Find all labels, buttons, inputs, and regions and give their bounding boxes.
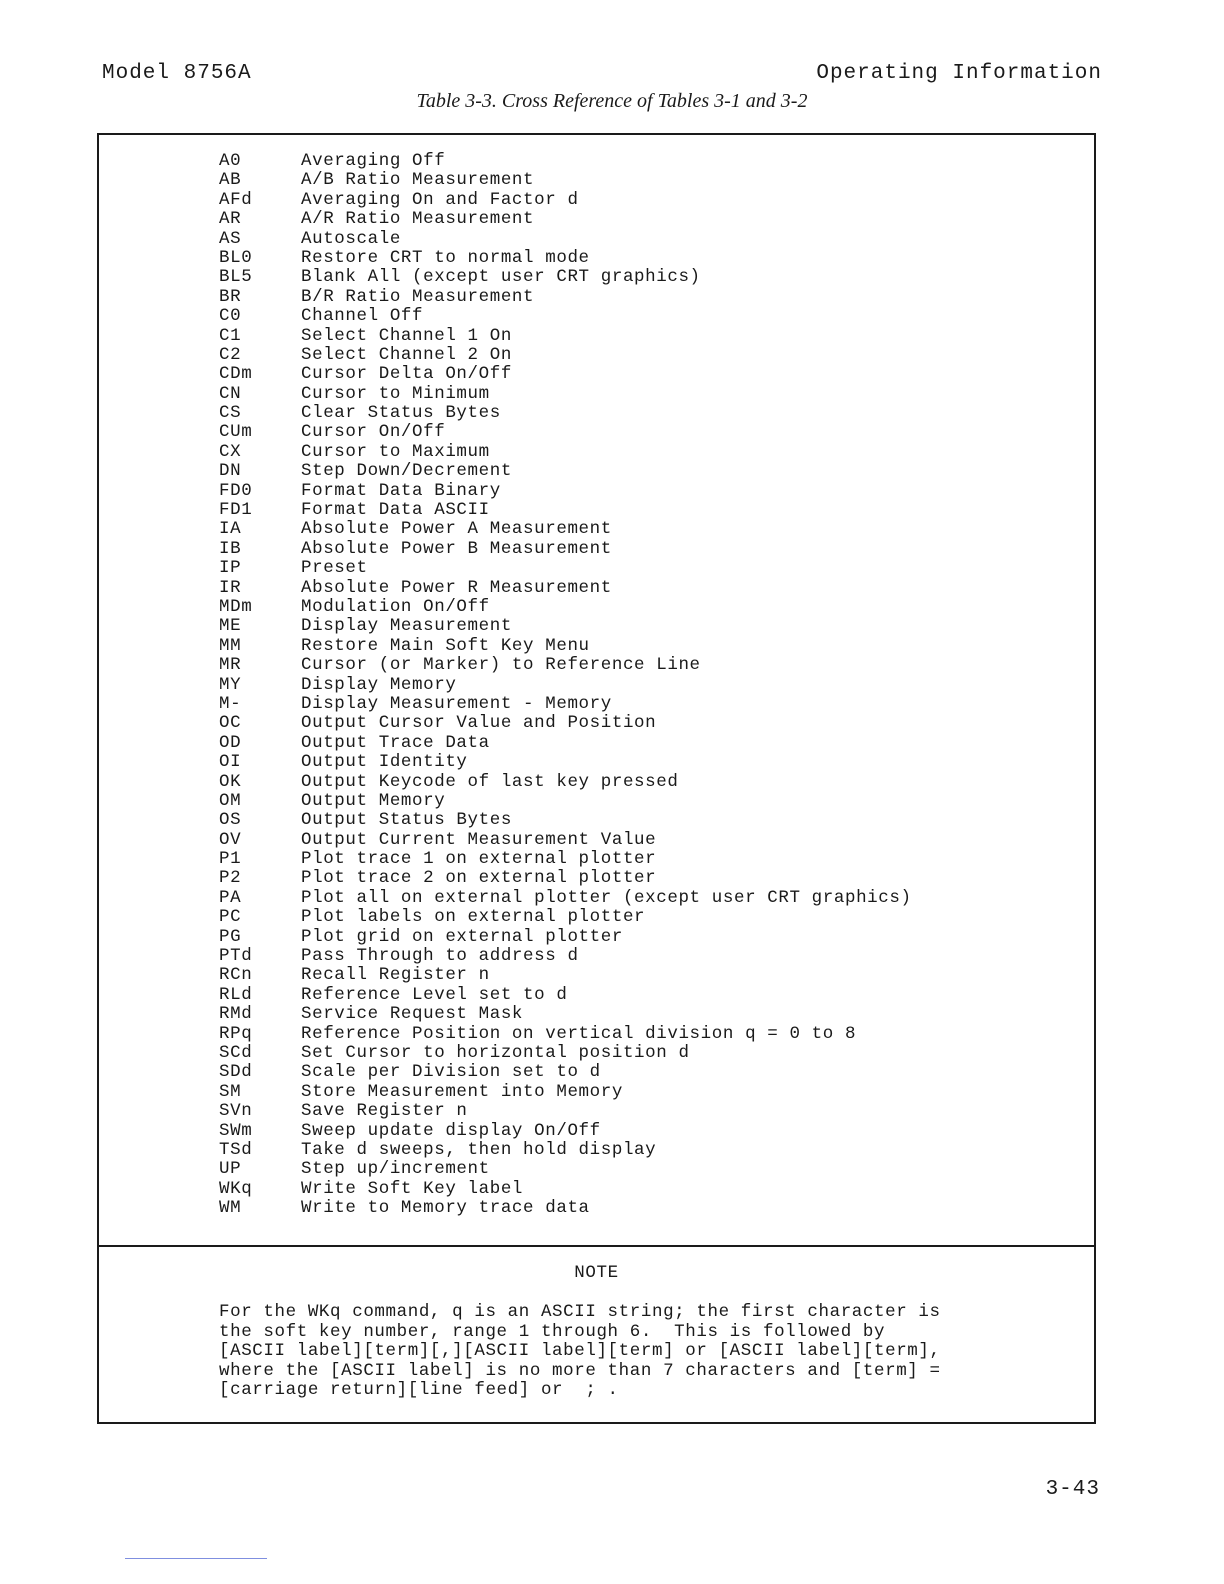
note-body (219, 1303, 941, 1401)
command-list (219, 152, 912, 1218)
table-caption: Table 3-3. Cross Reference of Tables 3-1 and 3-2 (416, 90, 808, 112)
command-code: C1 (219, 325, 242, 346)
command-description: Averaging Off (301, 151, 446, 171)
command-code: OI (219, 752, 242, 773)
table-row (219, 404, 912, 423)
command-description: Format Data Binary (301, 480, 501, 501)
command-code: PG (219, 926, 242, 947)
table-row (219, 210, 912, 229)
command-code: FD0 (219, 480, 253, 501)
command-description: Write to Memory trace data (301, 1198, 590, 1219)
command-code: AFd (219, 189, 253, 210)
command-code: IP (219, 558, 242, 579)
command-code: MR (219, 655, 242, 676)
table-row (219, 482, 912, 501)
table-row (219, 966, 912, 985)
table-row (219, 1005, 912, 1024)
table-row (219, 268, 912, 287)
command-description: Channel Off (301, 306, 424, 327)
command-description: Preset (301, 558, 368, 579)
command-description: Output Identity (301, 752, 468, 773)
table-row (219, 1025, 912, 1044)
table-row (219, 230, 912, 249)
command-code: BL0 (219, 247, 253, 268)
table-row (219, 249, 912, 268)
header-section: Operating Information (816, 62, 1102, 85)
command-code: RMd (219, 1004, 253, 1025)
note-title: NOTE (574, 1263, 619, 1283)
command-code: RLd (219, 984, 253, 1005)
command-code: MM (219, 635, 242, 656)
command-code: CUm (219, 422, 253, 443)
table-row (219, 714, 912, 733)
table-row (219, 734, 912, 753)
command-description: Plot trace 2 on external plotter (301, 868, 657, 889)
command-code: AS (219, 228, 242, 249)
command-code: DN (219, 461, 242, 482)
command-code: PC (219, 907, 242, 928)
command-code: OK (219, 771, 242, 792)
command-code: SVn (219, 1101, 253, 1122)
command-description: Cursor to Minimum (301, 383, 490, 404)
command-code: CS (219, 403, 242, 424)
table-row (219, 365, 912, 384)
table-row (219, 773, 912, 792)
command-code: FD1 (219, 500, 253, 521)
command-code: P1 (219, 849, 242, 870)
command-code: BR (219, 286, 242, 307)
table-row (219, 908, 912, 927)
command-description: Clear Status Bytes (301, 403, 501, 424)
command-code: C2 (219, 344, 242, 365)
command-code: OS (219, 810, 242, 831)
command-description: Output Trace Data (301, 732, 490, 753)
command-description: Absolute Power R Measurement (301, 577, 612, 598)
command-code: AB (219, 170, 242, 191)
table-row (219, 462, 912, 481)
table-row (219, 346, 912, 365)
table-row (219, 152, 912, 171)
table-row (219, 1122, 912, 1141)
command-description: Set Cursor to horizontal position d (301, 1042, 690, 1063)
command-description: Cursor On/Off (301, 422, 446, 443)
command-code: A0 (219, 151, 242, 171)
command-description: Scale per Division set to d (301, 1062, 601, 1083)
command-description: Plot all on external plotter (except user CRT graphics) (301, 887, 912, 908)
table-row (219, 385, 912, 404)
command-description: Select Channel 2 On (301, 344, 512, 365)
command-description: Cursor to Maximum (301, 441, 490, 462)
command-description: Pass Through to address d (301, 946, 579, 967)
table-row (219, 1063, 912, 1082)
command-code: AR (219, 209, 242, 230)
command-code: SWm (219, 1120, 253, 1141)
page-number: 3-43 (1045, 1478, 1100, 1501)
command-description: Blank All (except user CRT graphics) (301, 267, 701, 288)
command-description: Output Cursor Value and Position (301, 713, 657, 734)
command-description: Format Data ASCII (301, 500, 490, 521)
command-code: IB (219, 538, 242, 559)
command-code: RPq (219, 1023, 253, 1044)
command-description: Store Measurement into Memory (301, 1081, 623, 1102)
command-description: Averaging On and Factor d (301, 189, 579, 210)
table-frame (97, 133, 1096, 1424)
note-line: For the WKq command, q is an ASCII string; the first character is (219, 1302, 941, 1322)
command-description: Select Channel 1 On (301, 325, 512, 346)
command-description: Sweep update display On/Off (301, 1120, 601, 1141)
table-row (219, 540, 912, 559)
header-model: Model 8756A (102, 62, 252, 85)
command-code: SCd (219, 1042, 253, 1063)
command-description: Modulation On/Off (301, 596, 490, 617)
table-row (219, 288, 912, 307)
command-description: Output Keycode of last key pressed (301, 771, 679, 792)
command-code: MY (219, 674, 242, 695)
command-description: Write Soft Key label (301, 1178, 524, 1199)
table-row (219, 656, 912, 675)
command-code: OC (219, 713, 242, 734)
command-description: Output Current Measurement Value (301, 829, 657, 850)
note-line: the soft key number, range 1 through 6. This is followed by (219, 1321, 886, 1342)
command-code: SDd (219, 1062, 253, 1083)
command-code: MDm (219, 596, 253, 617)
command-code: WM (219, 1198, 242, 1219)
note-line: [carriage return][line feed] or ; . (219, 1380, 619, 1400)
table-row (219, 695, 912, 714)
command-description: A/R Ratio Measurement (301, 209, 535, 230)
table-row (219, 947, 912, 966)
table-row (219, 753, 912, 772)
table-row (219, 501, 912, 520)
command-code: TSd (219, 1139, 253, 1160)
table-row (219, 792, 912, 811)
table-row (219, 928, 912, 947)
table-row (219, 869, 912, 888)
command-code: OV (219, 829, 242, 850)
command-description: Display Memory (301, 674, 457, 695)
command-code: OM (219, 790, 242, 811)
command-code: CX (219, 441, 242, 462)
command-description: Step Down/Decrement (301, 461, 512, 482)
table-row (219, 443, 912, 462)
table-row (219, 1083, 912, 1102)
table-row (219, 850, 912, 869)
command-code: SM (219, 1081, 242, 1102)
command-code: ME (219, 616, 242, 637)
note-line: [ASCII label][term][,][ASCII label][term] or [ASCII label][term], (219, 1341, 941, 1361)
table-row (219, 191, 912, 210)
table-row (219, 579, 912, 598)
command-code: PTd (219, 946, 253, 967)
table-row (219, 811, 912, 830)
table-row (219, 559, 912, 578)
table-row (219, 1141, 912, 1160)
command-code: UP (219, 1159, 242, 1180)
table-row (219, 327, 912, 346)
command-description: Output Memory (301, 790, 446, 811)
bottom-rule (125, 1558, 267, 1559)
command-description: Cursor (or Marker) to Reference Line (301, 655, 701, 676)
command-description: Autoscale (301, 228, 401, 249)
table-row (219, 423, 912, 442)
table-row (219, 1199, 912, 1218)
table-row (219, 1160, 912, 1179)
command-description: Step up/increment (301, 1159, 490, 1180)
command-description: Absolute Power B Measurement (301, 538, 612, 559)
command-description: Reference Position on vertical division q = 0 to 8 (301, 1023, 857, 1044)
command-description: A/B Ratio Measurement (301, 170, 535, 191)
table-row (219, 1102, 912, 1121)
command-description: Take d sweeps, then hold display (301, 1139, 657, 1160)
command-code: IA (219, 519, 242, 540)
table-row (219, 171, 912, 190)
command-code: CDm (219, 364, 253, 385)
table-row (219, 617, 912, 636)
command-description: B/R Ratio Measurement (301, 286, 535, 307)
table-row (219, 307, 912, 326)
command-code: RCn (219, 965, 253, 986)
command-code: IR (219, 577, 242, 598)
command-description: Plot grid on external plotter (301, 926, 623, 947)
table-row (219, 831, 912, 850)
table-row (219, 520, 912, 539)
table-row (219, 889, 912, 908)
table-row (219, 676, 912, 695)
command-description: Restore Main Soft Key Menu (301, 635, 590, 656)
command-code: CN (219, 383, 242, 404)
table-row (219, 986, 912, 1005)
command-code: WKq (219, 1178, 253, 1199)
command-description: Plot labels on external plotter (301, 907, 646, 928)
command-description: Display Measurement - Memory (301, 693, 612, 714)
note-line: where the [ASCII label] is no more than 7 characters and [term] = (219, 1360, 941, 1381)
command-description: Plot trace 1 on external plotter (301, 849, 657, 870)
command-code: C0 (219, 306, 242, 327)
command-description: Display Measurement (301, 616, 512, 637)
command-code: PA (219, 887, 242, 908)
command-description: Output Status Bytes (301, 810, 512, 831)
command-description: Restore CRT to normal mode (301, 247, 590, 268)
table-row (219, 1180, 912, 1199)
command-description: Cursor Delta On/Off (301, 364, 512, 385)
command-description: Reference Level set to d (301, 984, 568, 1005)
table-row (219, 1044, 912, 1063)
command-code: BL5 (219, 267, 253, 288)
command-code: M- (219, 693, 242, 714)
command-code: OD (219, 732, 242, 753)
command-description: Service Request Mask (301, 1004, 524, 1025)
table-row (219, 598, 912, 617)
table-row (219, 637, 912, 656)
command-code: P2 (219, 868, 242, 889)
command-description: Save Register n (301, 1101, 468, 1122)
note-divider (99, 1245, 1094, 1247)
command-description: Recall Register n (301, 965, 490, 986)
command-description: Absolute Power A Measurement (301, 519, 612, 540)
